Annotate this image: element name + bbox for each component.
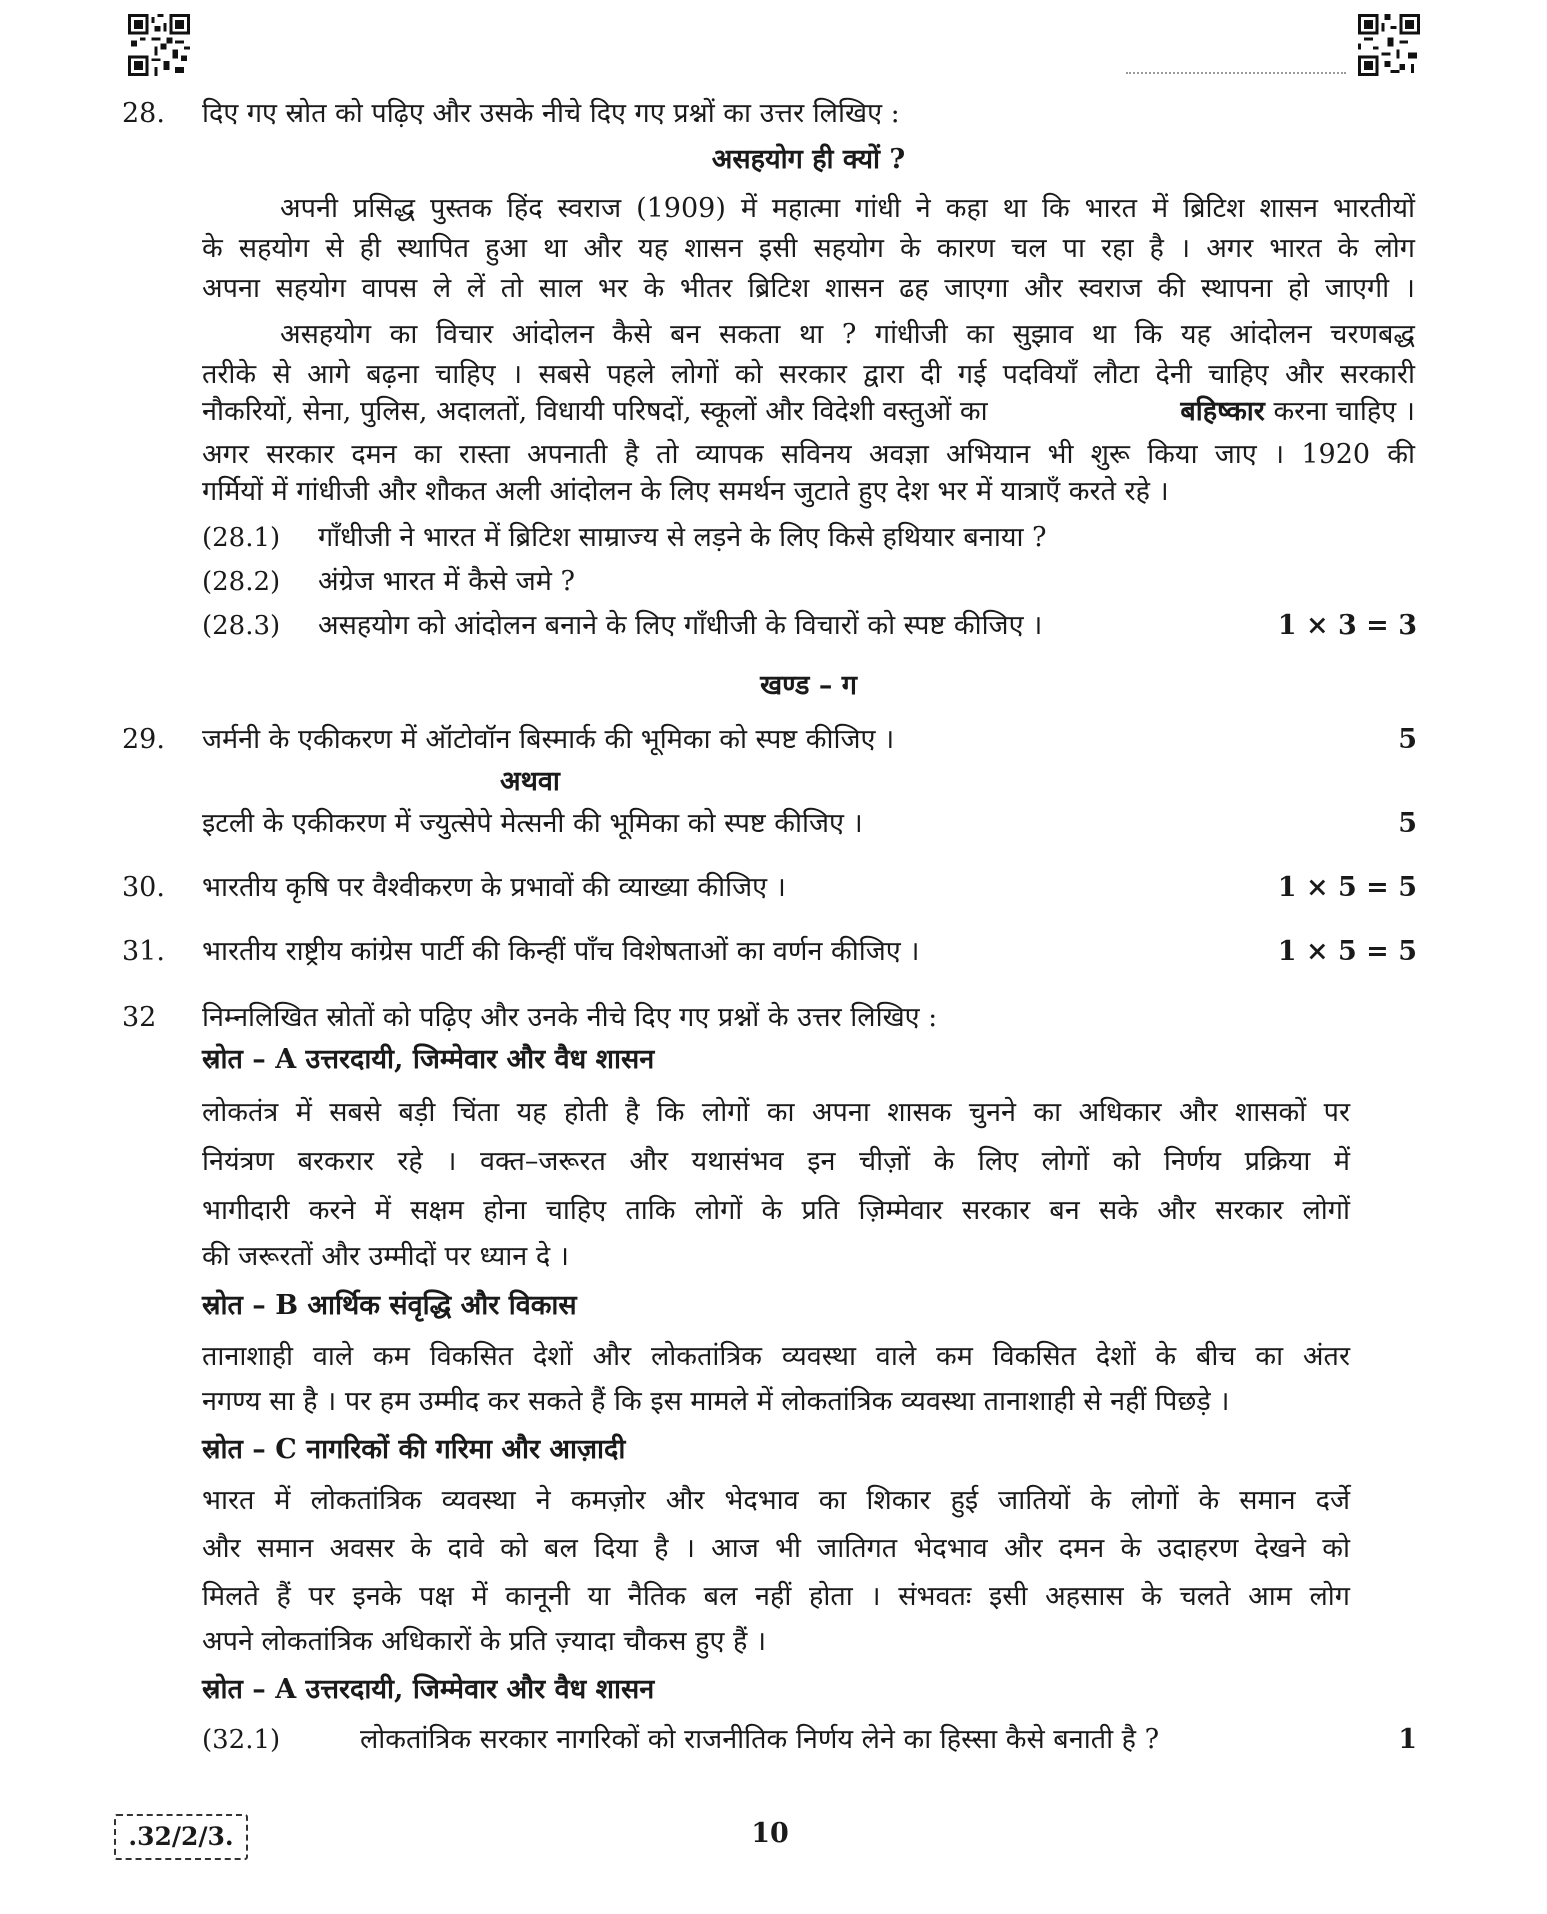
- qr-code-icon: [1358, 14, 1420, 76]
- passage-line: असहयोग का विचार आंदोलन कैसे बन सकता था ? गांधीजी का सुझाव था कि यह आंदोलन चरणबद्ध: [280, 319, 1415, 350]
- header-dotted-line: [1126, 72, 1346, 74]
- marks: 5: [1398, 724, 1417, 755]
- question-text: भारतीय कृषि पर वैश्वीकरण के प्रभावों की व्याख्या कीजिए ।: [202, 872, 786, 903]
- page-number: 10: [751, 1818, 789, 1849]
- sub-question-text: गाँधीजी ने भारत में ब्रिटिश साम्राज्य से लड़ने के लिए किसे हथियार बनाया ?: [318, 522, 1047, 553]
- marks: 1 × 3 = 3: [1277, 610, 1417, 641]
- question-number: 29.: [122, 724, 165, 755]
- question-text: भारतीय राष्ट्रीय कांग्रेस पार्टी की किन्हीं पाँच विशेषताओं का वर्णन कीजिए ।: [202, 936, 920, 967]
- source-a-title: स्रोत – A उत्तरदायी, जिम्मेवार और वैध शासन: [202, 1674, 655, 1705]
- question-instruction: दिए गए स्रोत को पढ़िए और उसके नीचे दिए गए प्रश्नों का उत्तर लिखिए :: [202, 98, 900, 129]
- passage-line: और समान अवसर के दावे को बल दिया है । आज भी जातिगत भेदभाव और दमन के उदाहरण देखने को: [202, 1533, 1350, 1564]
- passage-line: अगर सरकार दमन का रास्ता अपनाती है तो व्यापक सविनय अवज्ञा अभियान भी शुरू किया जाए । 1920 की: [202, 439, 1415, 470]
- passage-text: नौकरियों, सेना, पुलिस, अदालतों, विधायी परिषदों, स्कूलों और विदेशी वस्तुओं का: [202, 396, 988, 427]
- passage-line: अपना सहयोग वापस ले लें तो साल भर के भीतर ब्रिटिश शासन ढह जाएगा और स्वराज की स्थापना हो जाएगी ।: [202, 273, 1415, 304]
- question-number: 31.: [122, 936, 165, 967]
- passage-line: तरीके से आगे बढ़ना चाहिए । सबसे पहले लोगों को सरकार द्वारा दी गई पदवियाँ लौटा देनी चाहिए और सरकारी: [202, 359, 1415, 390]
- sub-question-text: अंग्रेज भारत में कैसे जमे ?: [318, 566, 575, 597]
- qr-code-icon: [128, 14, 190, 76]
- sub-question-number: (28.1): [202, 523, 281, 553]
- question-number: 28.: [122, 98, 165, 129]
- passage-line: भागीदारी करने में सक्षम होना चाहिए ताकि लोगों के प्रति ज़िम्मेवार सरकार बन सके और सरकार लोगों: [202, 1195, 1350, 1226]
- section-heading: खण्ड – ग: [760, 670, 857, 701]
- passage-line: मिलते हैं पर इनके पक्ष में कानूनी या नैतिक बल नहीं होता । संभवतः इसी अहसास के चलते आम लोग: [202, 1581, 1350, 1612]
- passage-line: तानाशाही वाले कम विकसित देशों और लोकतांत्रिक व्यवस्था वाले कम विकसित देशों के बीच का अंतर: [202, 1341, 1350, 1372]
- passage-line: अपनी प्रसिद्ध पुस्तक हिंद स्वराज (1909) में महात्मा गांधी ने कहा था कि भारत में ब्रिटिश शासन भारतीयों: [280, 193, 1415, 224]
- question-text: इटली के एकीकरण में ज्युत्सेपे मेत्सनी की भूमिका को स्पष्ट कीजिए ।: [202, 808, 863, 839]
- source-title: असहयोग ही क्यों ?: [711, 144, 906, 175]
- question-number: 30.: [122, 872, 165, 903]
- passage-text: करना चाहिए ।: [1273, 396, 1415, 427]
- question-instruction: निम्नलिखित स्रोतों को पढ़िए और उनके नीचे दिए गए प्रश्नों के उत्तर लिखिए :: [202, 1002, 938, 1033]
- or-label: अथवा: [500, 766, 560, 797]
- source-b-title: स्रोत – B आर्थिक संवृद्धि और विकास: [202, 1290, 577, 1321]
- marks: 1: [1398, 1724, 1417, 1755]
- passage-line: गर्मियों में गांधीजी और शौकत अली आंदोलन के लिए समर्थन जुटाते हुए देश भर में यात्राएँ करते रहे ।: [202, 476, 1169, 507]
- passage-line: की जरूरतों और उम्मीदों पर ध्यान दे ।: [202, 1241, 569, 1272]
- passage-line: के सहयोग से ही स्थापित हुआ था और यह शासन इसी सहयोग के कारण चल पा रहा है । अगर भारत के लोग: [202, 233, 1415, 264]
- marks: 1 × 5 = 5: [1277, 872, 1417, 903]
- passage-line: [202, 394, 1415, 430]
- passage-line: भारत में लोकतांत्रिक व्यवस्था ने कमज़ोर और भेदभाव का शिकार हुई जातियों के लोगों के समान दर्जे: [202, 1485, 1350, 1516]
- boycott-word: बहिष्कार: [1180, 396, 1265, 427]
- source-a-title: स्रोत – A उत्तरदायी, जिम्मेवार और वैध शासन: [202, 1044, 655, 1075]
- sub-question-number: (32.1): [202, 1725, 281, 1755]
- question-number: 32: [122, 1002, 157, 1033]
- sub-question-text: असहयोग को आंदोलन बनाने के लिए गाँधीजी के विचारों को स्पष्ट कीजिए ।: [318, 610, 1043, 641]
- paper-code: .32/2/3.: [114, 1814, 248, 1860]
- sub-question-text: लोकतांत्रिक सरकार नागरिकों को राजनीतिक निर्णय लेने का हिस्सा कैसे बनाती है ?: [360, 1724, 1160, 1755]
- sub-question-number: (28.3): [202, 611, 281, 641]
- marks: 5: [1398, 808, 1417, 839]
- passage-line: नगण्य सा है । पर हम उम्मीद कर सकते हैं कि इस मामले में लोकतांत्रिक व्यवस्था तानाशाही से नहीं पिछड़े ।: [202, 1386, 1230, 1417]
- passage-line: लोकतंत्र में सबसे बड़ी चिंता यह होती है कि लोगों का अपना शासक चुनने का अधिकार और शासकों पर: [202, 1097, 1350, 1128]
- sub-question-number: (28.2): [202, 567, 281, 597]
- passage-line: नियंत्रण बरकरार रहे । वक्त–जरूरत और यथासंभव इन चीज़ों के लिए लोगों को निर्णय प्रक्रिया में: [202, 1146, 1350, 1177]
- marks: 1 × 5 = 5: [1277, 936, 1417, 967]
- question-text: जर्मनी के एकीकरण में ऑटोवॉन बिस्मार्क की भूमिका को स्पष्ट कीजिए ।: [202, 724, 895, 755]
- source-c-title: स्रोत – C नागरिकों की गरिमा और आज़ादी: [202, 1434, 626, 1465]
- passage-line: अपने लोकतांत्रिक अधिकारों के प्रति ज़्यादा चौकस हुए हैं ।: [202, 1626, 767, 1657]
